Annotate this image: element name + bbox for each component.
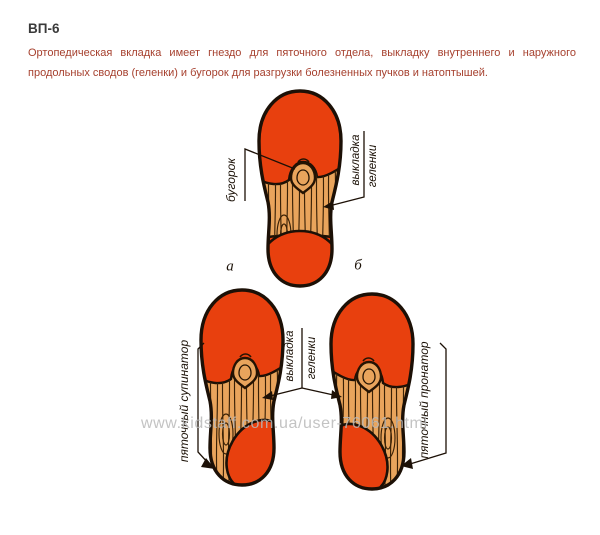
insole-a	[192, 284, 300, 535]
label-shank-bottom-line2: геленки	[306, 336, 318, 380]
watermark-url: www.kidstaff.com.ua/user-76061.html	[141, 415, 428, 432]
label-heel-supinator: пяточный супинатор	[177, 339, 191, 463]
page-title: ВП-6	[28, 21, 60, 36]
variant-letter-a: а	[226, 258, 234, 275]
label-shank-top-line1: выкладка	[350, 134, 362, 186]
label-shank-top-line2: геленки	[367, 144, 379, 188]
page-description: Ортопедическая вкладка имеет гнездо для пяточного отдела, выкладку внутреннего и наружного продольных сводов (геленки) и бугорок для разгрузки болезненных пучков и натоптышей.	[28, 47, 576, 79]
label-heel-pronator: пяточный пронатор	[417, 341, 431, 459]
variant-letter-b: б	[354, 257, 362, 274]
insole-b	[314, 288, 422, 535]
label-tubercle: бугорок	[224, 158, 238, 202]
label-shank-bottom-line1: выкладка	[284, 330, 296, 382]
